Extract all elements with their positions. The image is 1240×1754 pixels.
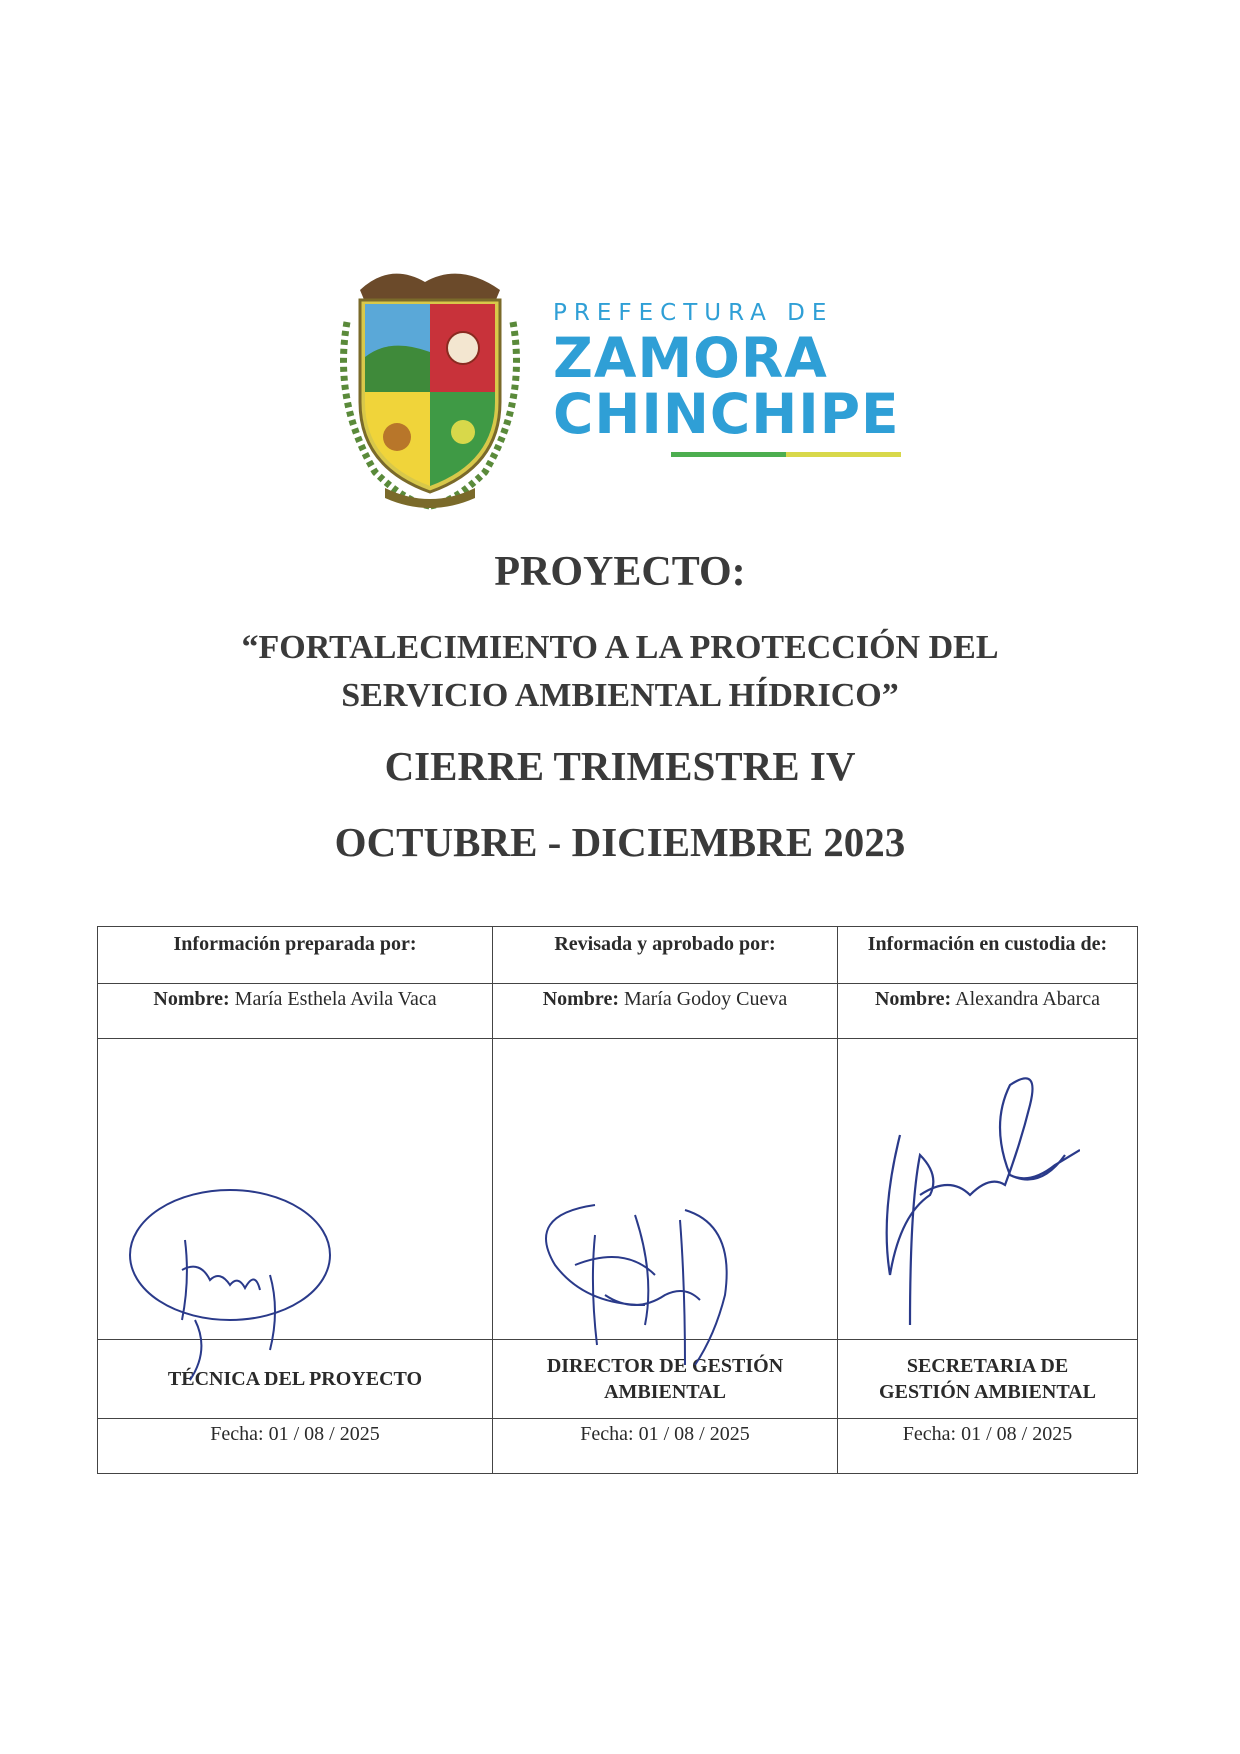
signature-table: [97, 926, 1138, 1474]
logo-zamora: ZAMORA: [553, 326, 828, 390]
header-reviewed-by: Revisada y aprobado por:: [493, 927, 838, 984]
role-line: AMBIENTAL: [604, 1381, 726, 1403]
logo-prefectura-de: PREFECTURA DE: [553, 300, 834, 326]
coat-of-arms-icon: [335, 262, 525, 512]
name-reviewed: María Godoy Cueva: [623, 988, 788, 1010]
signature-cell-prepared: [98, 1039, 493, 1340]
name-label: Nombre:: [153, 988, 230, 1010]
name-cell-custody: [838, 984, 1138, 1039]
period-title: CIERRE TRIMESTRE IV: [384, 743, 856, 789]
name-prepared: María Esthela Avila Vaca: [234, 988, 437, 1010]
name-label: Nombre:: [542, 988, 619, 1010]
document-heading: PROYECTO:: [494, 549, 746, 595]
header-prepared-by: Información preparada por:: [98, 927, 493, 984]
period-range: OCTUBRE - DICIEMBRE 2023: [334, 819, 906, 865]
date-reviewed: Fecha: 01 / 08 / 2025: [493, 1419, 838, 1474]
project-name-line1: “FORTALECIMIENTO A LA PROTECCIÓN DEL: [241, 629, 999, 666]
header-custody-of: Información en custodia de:: [838, 927, 1138, 984]
name-label: Nombre:: [874, 988, 952, 1010]
project-name-line2: SERVICIO AMBIENTAL HÍDRICO”: [341, 677, 899, 714]
date-prepared: Fecha: 01 / 08 / 2025: [98, 1419, 493, 1474]
signature-cell-reviewed: [493, 1039, 838, 1340]
role-line: TÉCNICA DEL PROYECTO: [167, 1368, 423, 1390]
name-cell-reviewed: [493, 984, 838, 1039]
role-reviewed: [493, 1340, 838, 1419]
table-row: [98, 1039, 1138, 1340]
date-custody: Fecha: 01 / 08 / 2025: [838, 1419, 1138, 1474]
prefectura-logo: [335, 262, 905, 512]
signature-cell-custody: [838, 1039, 1138, 1340]
name-custody: Alexandra Abarca: [955, 988, 1101, 1010]
role-prepared: [98, 1340, 493, 1419]
logo-underline: [671, 452, 901, 457]
project-name: [0, 624, 1240, 720]
table-row: [98, 1419, 1138, 1474]
role-custody: [838, 1340, 1138, 1419]
role-line: SECRETARIA DE: [906, 1355, 1069, 1377]
logo-chinchipe: CHINCHIPE: [553, 382, 900, 446]
table-row: [98, 927, 1138, 984]
table-row: [98, 1340, 1138, 1419]
role-line: GESTIÓN AMBIENTAL: [879, 1381, 1096, 1403]
role-line: DIRECTOR DE GESTIÓN: [546, 1355, 784, 1377]
name-cell-prepared: [98, 984, 493, 1039]
table-row: [98, 984, 1138, 1039]
